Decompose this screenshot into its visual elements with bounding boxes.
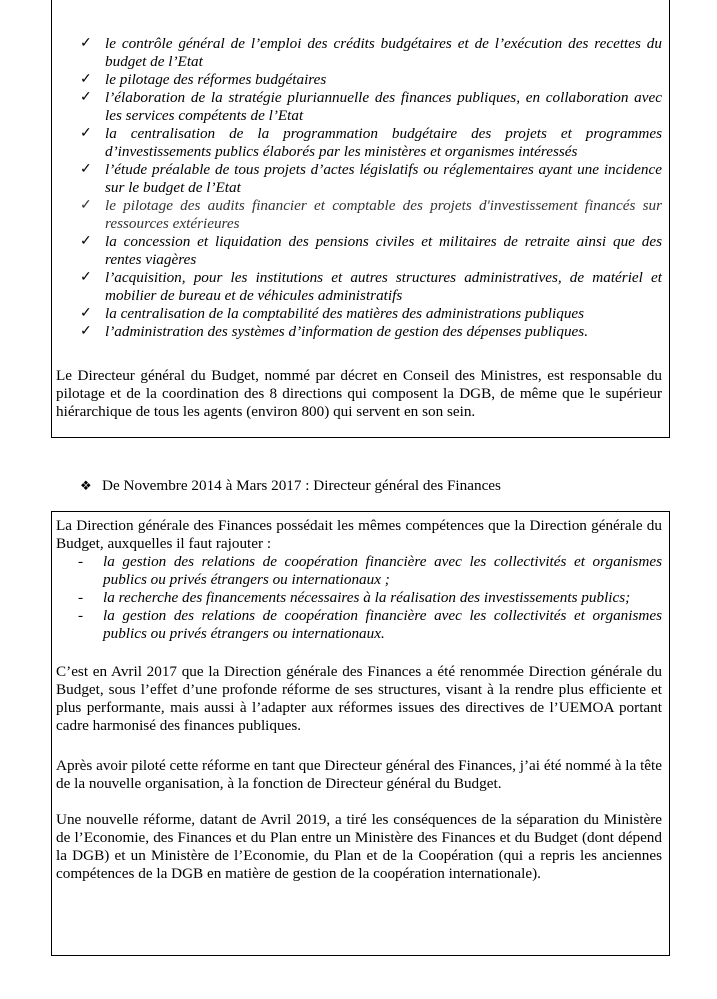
reform-2019-paragraph: Une nouvelle réforme, datant de Avril 2019, a tiré les conséquences de la séparation du Ministère de l’Economie, des Finances et du Plan entre un Ministère des Finances et du Budget (dont dépend la DGB) et un Ministère de l’Economie, du Plan et de la Coopération (qui a repris les anciennes compétences de la DGB en matière de gestion de la coopération internationale). — [56, 811, 662, 882]
checkmark-icon: ✓ — [80, 162, 92, 177]
checkmark-icon: ✓ — [80, 36, 92, 51]
list-item: ✓ la concession et liquidation des pensions civiles et militaires de retraite ainsi que des rentes viagères — [80, 233, 662, 268]
list-item: ✓ l’administration des systèmes d’information de gestion des dépenses publiques. — [80, 323, 588, 340]
checkmark-icon: ✓ — [80, 306, 92, 321]
list-item: ✓ la centralisation de la programmation budgétaire des projets et programmes d’investissements publics élaborés par les ministères et organismes intéressés — [80, 125, 662, 160]
checkmark-icon: ✓ — [80, 270, 92, 285]
dash-bullet-icon: - — [78, 589, 84, 606]
dash-bullet-icon: - — [78, 607, 84, 624]
nomination-paragraph: Après avoir piloté cette réforme en tant que Directeur général des Finances, j’ai été nommé à la tête de la nouvelle organisation, à la fonction de Directeur général du Budget. — [56, 757, 662, 792]
dgf-intro-paragraph: La Direction générale des Finances possédait les mêmes compétences que la Direction générale du Budget, auxquelles il faut rajouter : — [56, 517, 662, 552]
list-item: ✓ le pilotage des audits financier et comptable des projets d'investissement financés sur ressources extérieures — [80, 197, 662, 232]
reform-2017-paragraph: C’est en Avril 2017 que la Direction générale des Finances a été renommée Direction générale du Budget, sous l’effet d’une profonde réforme de ses structures, visant à la rendre plus efficiente et plus performante, mais aussi à l’adapter aux réformes issues des directives de l’UEMOA portant cadre harmonisé des finances publiques. — [56, 663, 662, 734]
diamond-bullet-icon: ❖ — [80, 478, 92, 493]
checkmark-icon: ✓ — [80, 72, 92, 87]
list-item: ✓ l’acquisition, pour les institutions et autres structures administratives, de matériel et mobilier de bureau et de véhicules administratifs — [80, 269, 662, 304]
list-item: - la gestion des relations de coopération financière avec les collectivités et organismes publics ou privés étrangers ou internationaux ; — [78, 553, 662, 588]
checkmark-icon: ✓ — [80, 90, 92, 105]
list-item: ✓ l’élaboration de la stratégie pluriannuelle des finances publiques, en collaboration avec les services compétents de l’Etat — [80, 89, 662, 124]
dgb-competences-list — [80, 35, 662, 341]
checkmark-icon: ✓ — [80, 324, 92, 339]
list-item: ✓ la centralisation de la comptabilité des matières des administrations publiques — [80, 305, 585, 322]
dgf-additions-list — [78, 553, 662, 643]
list-item: ✓ l’étude préalable de tous projets d’actes législatifs ou réglementaires ayant une incidence sur le budget de l’Etat — [80, 161, 662, 196]
dash-bullet-icon: - — [78, 553, 84, 570]
list-item: - la gestion des relations de coopération financière avec les collectivités et organismes publics ou privés étrangers ou internationaux. — [78, 607, 662, 642]
list-item: - la recherche des financements nécessaires à la réalisation des investissements publics; — [78, 589, 631, 606]
checkmark-icon: ✓ — [80, 234, 92, 249]
checkmark-icon: ✓ — [80, 198, 92, 213]
list-item: ✓ le contrôle général de l’emploi des crédits budgétaires et de l’exécution des recettes du budget de l’Etat — [80, 35, 662, 70]
list-item: ✓ le pilotage des réformes budgétaires — [80, 71, 327, 88]
dgb-summary-paragraph: Le Directeur général du Budget, nommé par décret en Conseil des Ministres, est responsable du pilotage et de la coordination des 8 directions qui composent la DGB, de même que le supérieur hiérarchique de tous les agents (environ 800) qui servent en son sein. — [56, 367, 662, 420]
checkmark-icon: ✓ — [80, 126, 92, 141]
section-heading — [80, 477, 501, 495]
section-heading-text: De Novembre 2014 à Mars 2017 : Directeur général des Finances — [102, 477, 501, 494]
